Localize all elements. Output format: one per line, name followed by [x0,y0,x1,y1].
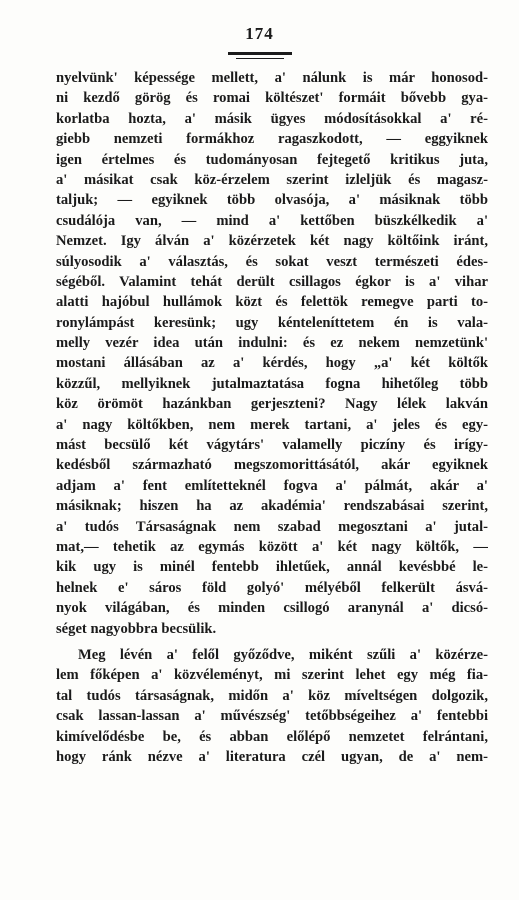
text-line: tal tudós társaságnak, midőn a' köz míveltségen dolgozik, [56,687,488,704]
text-line: mostani állásában az a' kérdés, hogy „a' két költők [56,355,488,372]
text-line: adjam a' fent említetteknél fogva a' pálmát, akár a' [56,477,488,494]
text-line: hogy ránk nézve a' literatura czél ugyan, de a' nem- [56,748,488,765]
text-line: kimívelődésbe be, és abban előlépő nemzetet felrántani, [56,728,488,745]
header-rule [228,52,292,55]
text-line: köz örömöt hazánkban gerjeszteni? Nagy lélek lakván [56,396,488,413]
text-line: ni kezdő görög és romai költészet' formáit bővebb gya- [56,90,488,107]
text-line: súlyosodik a' választás, és sokat veszt természeti édes- [56,253,488,270]
text-line: korlatba hozta, a' másik ügyes módosításokkal a' ré- [56,110,488,127]
text-line: melly vezér idea után indulni: és ez nekem nemzetünk' [56,335,488,352]
text-line: a' nagy költőkben, nem merek tartani, a' jeles és egy- [56,416,488,433]
text-line: Meg lévén a' felől győződve, miként szűli a' közérze- [78,646,488,663]
text-line: helnek e' sáros föld golyó' mélyéből felkerült ásvá- [56,579,488,596]
text-line: a' tudós Társaságnak nem szabad megosztani a' jutal- [56,518,488,535]
text-line: taljuk; — egyiknek több olvasója, a' másiknak több [56,192,488,209]
body-text [56,68,488,767]
text-line: mást becsülő két vágytárs' valamelly piczíny és irígy- [56,437,488,454]
text-line: a' másikat csak köz-érzelem szerint izleljük és magasz- [56,171,488,188]
text-line: ronylámpást keresünk; ugy kénteleníttetem én is vala- [56,314,488,331]
text-line: közzűl, mellyiknek jutalmaztatása fogna hihetőleg több [56,375,488,392]
page-number: 174 [245,24,274,43]
text-line: lem főképen a' közvéleményt, mi szerint lehet egy még fia- [56,667,488,684]
text-line: mat,— tehetik az egymás között a' két nagy költők, — [56,538,488,555]
text-line: másiknak; hiszen ha az akadémia' rendszabásai szerint, [56,498,488,515]
text-line: csak lassan-lassan a' művészség' tetőbbségeihez a' fentebbi [56,708,488,725]
text-line: séget nagyobbra becsülik. [56,620,217,637]
text-line: giebb nemzeti formákhoz ragaszkodott, — eggyiknek [56,131,488,148]
text-line: alatti hajóbul hullámok közt és felettök remegve parti to- [56,294,488,311]
text-line: nyelvünk' képessége mellett, a' nálunk is már honosod- [56,70,488,86]
text-line: csudálója van, — mind a' kettőben büszkélkedik a' [56,212,488,229]
text-line: nyok világában, és minden csillogó aranynál a' dicsó- [56,600,488,617]
text-line: igen értelmes és tudományosan fejtegető kritikus juta, [56,151,488,168]
text-line: kedésből származható megszomorittásától, akár egyiknek [56,457,488,474]
text-line: Nemzet. Igy álván a' közérzetek két nagy költőink iránt, [56,233,488,250]
header-rule-thin [236,58,284,59]
text-line: kik ugy is minél fentebb ihletűek, annál kevésbbé le- [56,559,488,576]
text-line: ségéből. Valamint tehát derült csillagos égkor is a' vihar [56,273,488,290]
